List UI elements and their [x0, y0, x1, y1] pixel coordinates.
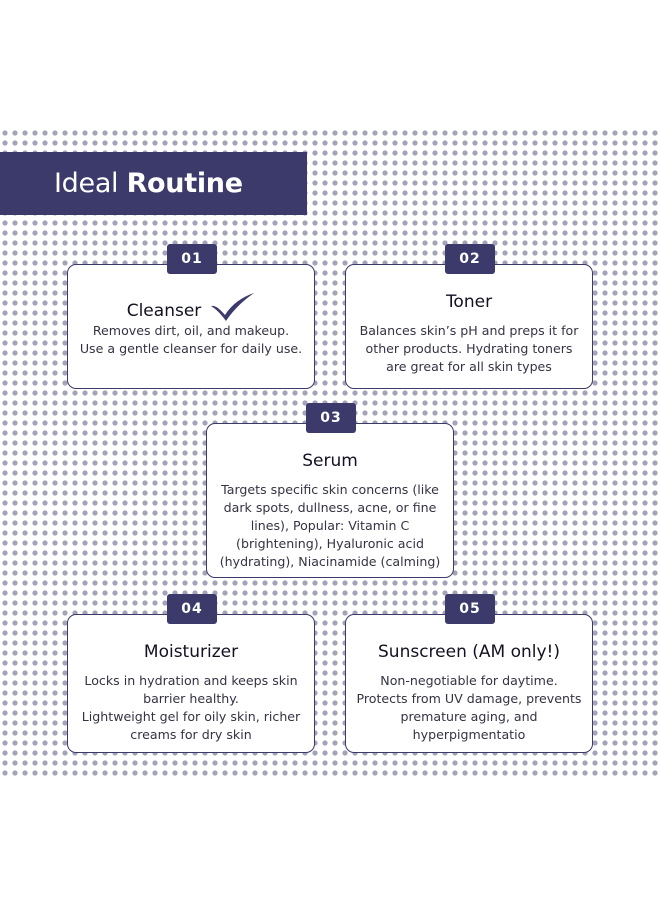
page-title	[54, 168, 243, 199]
step-description: Non-negotiable for daytime. Protects from UV damage, prevents premature aging, and hyperpigmentatio	[356, 673, 582, 742]
title-banner	[0, 152, 307, 215]
step-card-cleanser	[67, 251, 315, 389]
step-title: Serum	[302, 451, 358, 471]
step-title-text: Cleanser	[126, 301, 202, 321]
step-card-moisturizer	[67, 601, 315, 753]
step-title	[68, 292, 314, 322]
step-number-badge: 03	[306, 403, 356, 433]
step-description: Locks in hydration and keeps skin barrier healthy. Lightweight gel for oily skin, richer creams for dry skin	[81, 673, 301, 742]
step-title: Toner	[445, 292, 493, 312]
step-card-sunscreen	[345, 601, 593, 753]
step-number-badge: 02	[445, 244, 495, 274]
step-number-badge: 04	[167, 594, 217, 624]
step-description: Targets specific skin concerns (like dark spots, dullness, acne, or fine lines), Popular: Vitamin C (brightening), Hyaluronic acid (hydrating), Niacinamide (calming)	[219, 482, 441, 569]
checkmark-icon	[209, 292, 255, 322]
step-card-serum	[206, 410, 454, 578]
title-bold-word: Routine	[126, 168, 243, 199]
step-card-toner	[345, 251, 593, 389]
step-title: Sunscreen (AM only!)	[378, 642, 560, 662]
step-description: Balances skin’s pH and preps it for other products. Hydrating toners are great for all skin types	[359, 323, 579, 374]
step-description: Removes dirt, oil, and makeup. Use a gentle cleanser for daily use.	[79, 323, 303, 356]
title-light-word: Ideal	[54, 168, 119, 199]
step-number-badge: 05	[445, 594, 495, 624]
step-number-badge: 01	[167, 244, 217, 274]
step-title: Moisturizer	[143, 642, 239, 662]
